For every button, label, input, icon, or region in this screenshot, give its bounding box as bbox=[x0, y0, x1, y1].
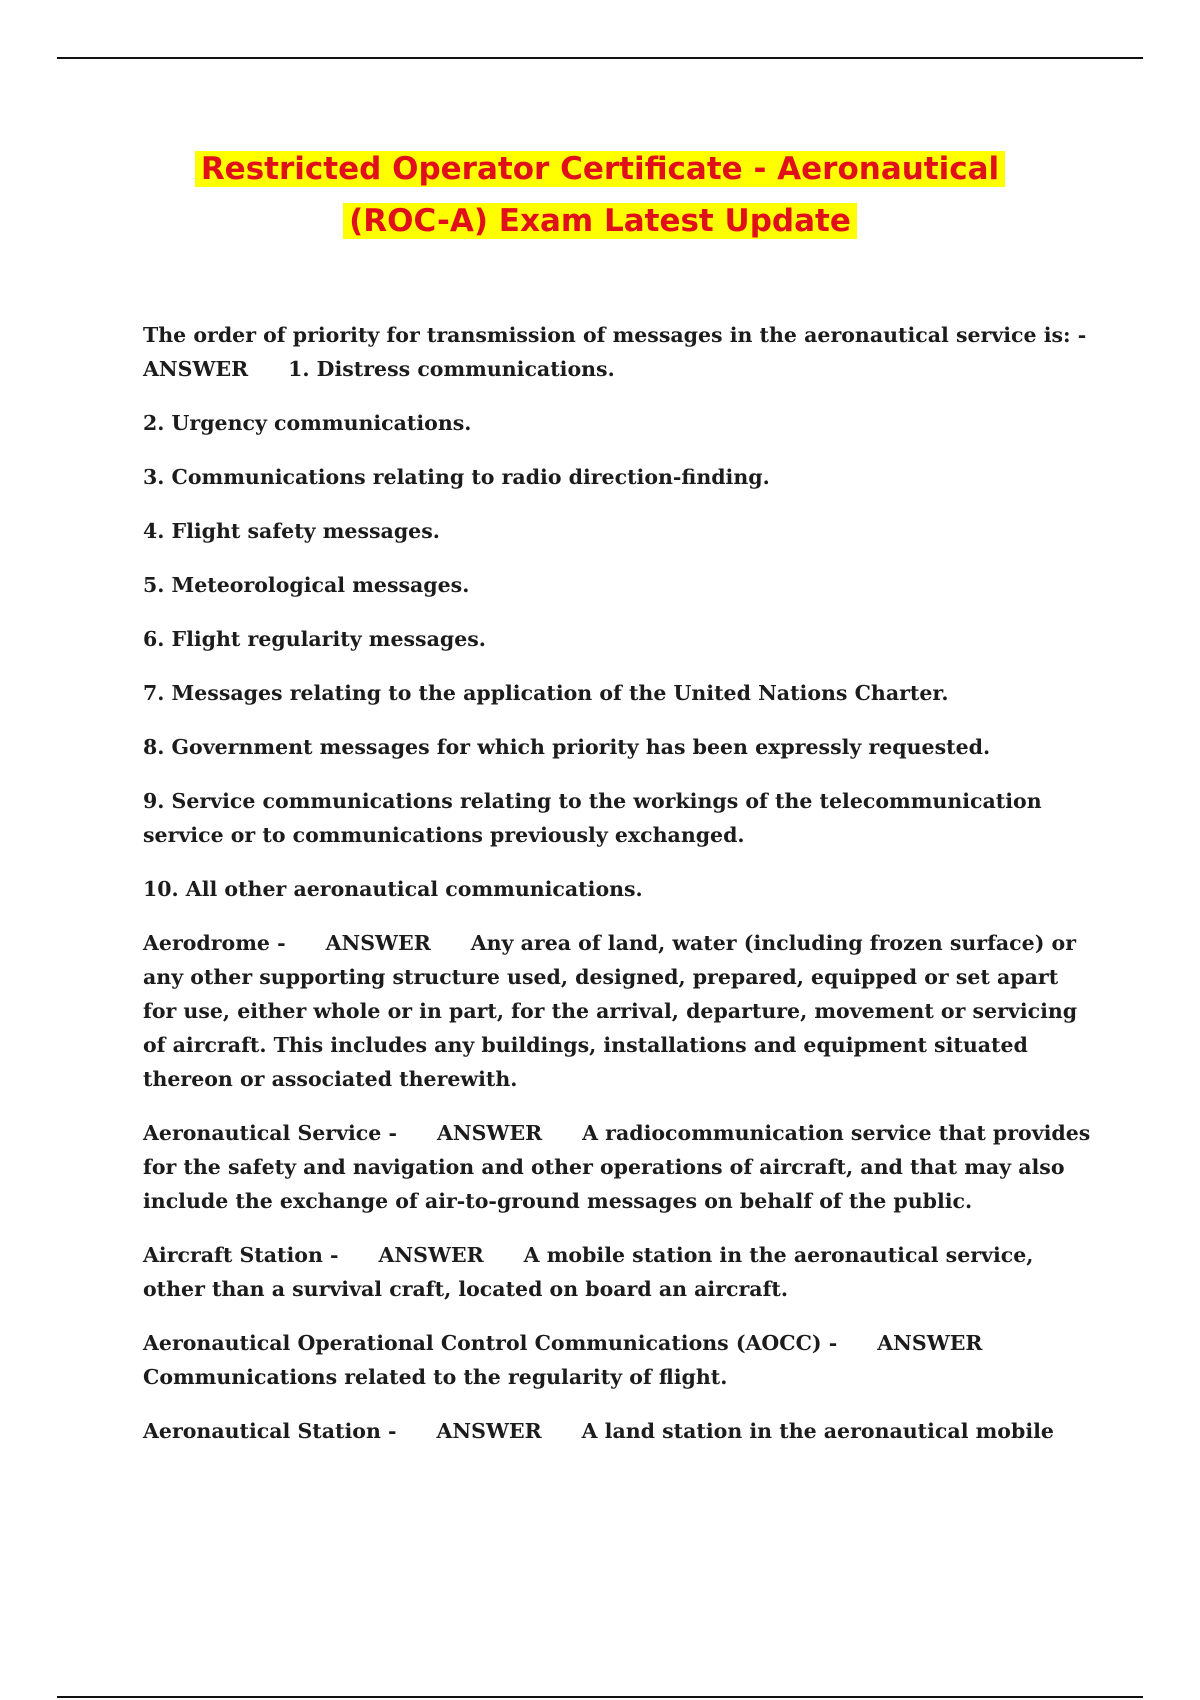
term-name: Aeronautical Station - bbox=[143, 1419, 397, 1443]
term-definition: Any area of land, water (including frozen surface) or any other supporting structure used, designed, prepared, equipped or set apart for use, either whole or in part, for the arrival, departure, movement or servicing of aircraft. This includes any buildings, installations and equipment situated thereon or associated therewith. bbox=[143, 931, 1078, 1091]
term-definition: Communications related to the regularity of flight. bbox=[143, 1365, 728, 1389]
answer-label: ANSWER bbox=[325, 931, 431, 955]
document-body bbox=[143, 318, 1098, 1468]
term-definition: A land station in the aeronautical mobile bbox=[581, 1419, 1054, 1443]
answer-label: ANSWER bbox=[436, 1419, 542, 1443]
question-text: The order of priority for transmission of messages in the aeronautical service is: - bbox=[143, 323, 1087, 347]
term-name: Aerodrome - bbox=[143, 931, 286, 955]
list-item: 4. Flight safety messages. bbox=[143, 519, 440, 543]
answer-first-item: 1. Distress communications. bbox=[288, 357, 615, 381]
title-line-2: (ROC-A) Exam Latest Update bbox=[343, 203, 857, 239]
list-item: 10. All other aeronautical communications. bbox=[143, 877, 643, 901]
term-entry bbox=[143, 1116, 1098, 1218]
list-item: 6. Flight regularity messages. bbox=[143, 627, 486, 651]
list-item: 7. Messages relating to the application of the United Nations Charter. bbox=[143, 681, 949, 705]
term-entry bbox=[143, 926, 1098, 1096]
term-definition: A radiocommunication service that provides for the safety and navigation and other operations of aircraft, and that may also include the exchange of air-to-ground messages on behalf of the public. bbox=[143, 1121, 1091, 1213]
header-rule bbox=[57, 57, 1143, 59]
footer-rule bbox=[57, 1696, 1143, 1698]
term-name: Aeronautical Operational Control Communications (AOCC) - bbox=[143, 1331, 838, 1355]
term-definition: A mobile station in the aeronautical service, other than a survival craft, located on board an aircraft. bbox=[143, 1243, 1034, 1301]
list-item: 3. Communications relating to radio direction-finding. bbox=[143, 465, 770, 489]
question-block bbox=[143, 318, 1098, 386]
list-item: 8. Government messages for which priority has been expressly requested. bbox=[143, 735, 991, 759]
answer-label: ANSWER bbox=[378, 1243, 484, 1267]
list-item: 9. Service communications relating to the workings of the telecommunication service or to communications previously exchanged. bbox=[143, 789, 1042, 847]
list-item: 5. Meteorological messages. bbox=[143, 573, 470, 597]
answer-label: ANSWER bbox=[877, 1331, 983, 1355]
term-entry bbox=[143, 1326, 1098, 1394]
term-name: Aeronautical Service - bbox=[143, 1121, 397, 1145]
answer-label: ANSWER bbox=[436, 1121, 543, 1145]
title-line-1: Restricted Operator Certificate - Aeronautical bbox=[195, 151, 1005, 187]
term-entry bbox=[143, 1414, 1098, 1448]
term-name: Aircraft Station - bbox=[143, 1243, 339, 1267]
answer-label: ANSWER bbox=[143, 357, 249, 381]
list-item: 2. Urgency communications. bbox=[143, 411, 472, 435]
term-entry bbox=[143, 1238, 1098, 1306]
document-title bbox=[0, 143, 1200, 247]
